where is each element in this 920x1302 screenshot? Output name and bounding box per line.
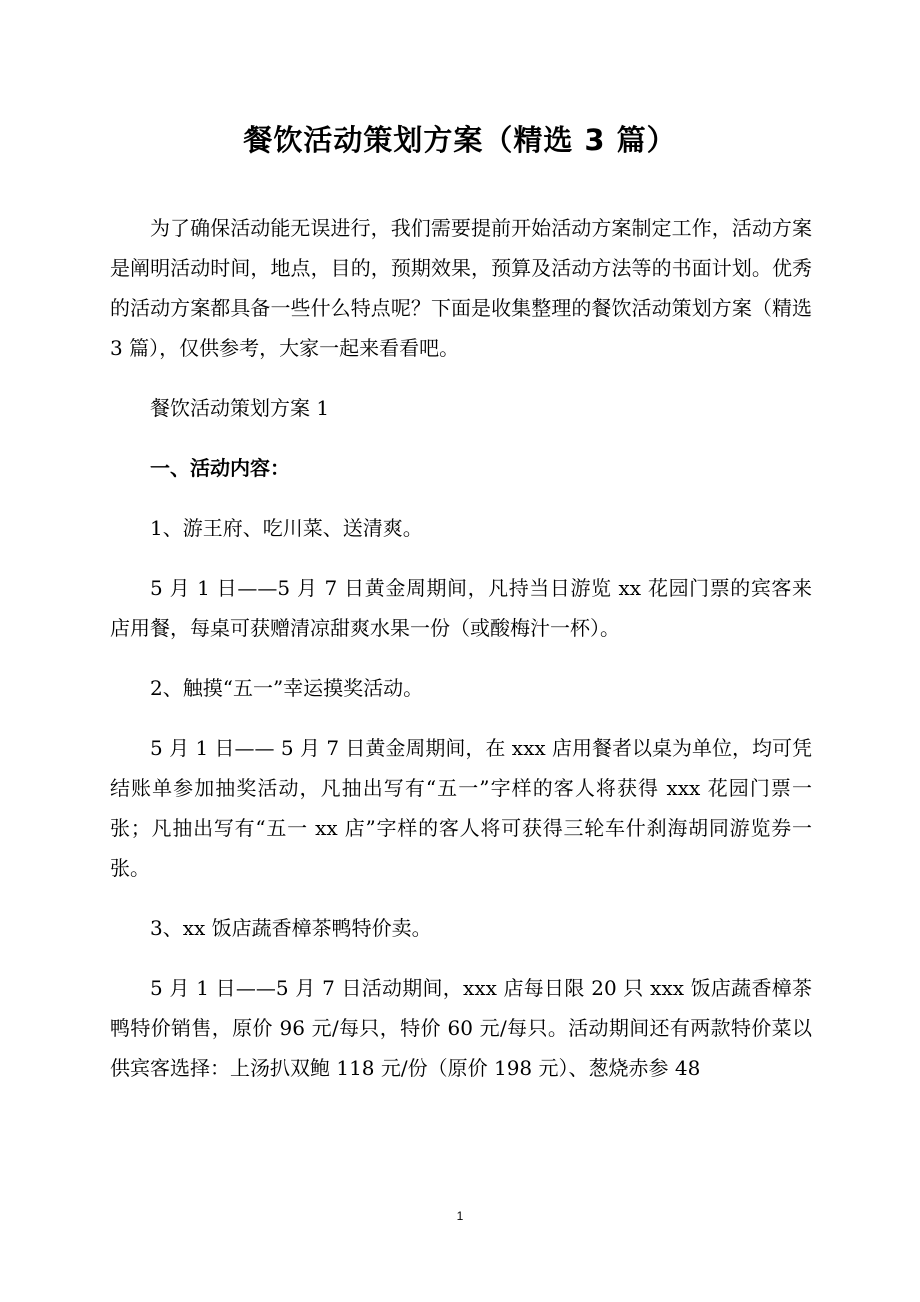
item-3-description: 5 月 1 日——5 月 7 日活动期间，xxx 店每日限 20 只 xxx 饭店蔬香樟茶鸭特价销售，原价 96 元/每只，特价 60 元/每只。活动期间还有两款特价菜以供宾客选择：上汤扒双鲍 118 元/份（原价 198 元）、葱烧赤参 48 <box>110 976 812 1080</box>
item-1-description: 5 月 1 日——5 月 7 日黄金周期间，凡持当日游览 xx 花园门票的宾客来店用餐，每桌可获赠清凉甜爽水果一份（或酸梅汁一杯）。 <box>110 576 812 640</box>
section-title-plan-1: 餐饮活动策划方案 1 <box>150 396 330 420</box>
page-number: 1 <box>456 1209 464 1223</box>
document-title: 餐饮活动策划方案（精选 3 篇） <box>243 123 677 157</box>
item-3-title: 3、xx 饭店蔬香樟茶鸭特价卖。 <box>150 916 432 940</box>
heading-activity-content: 一、活动内容： <box>150 456 290 480</box>
item-2-description: 5 月 1 日—— 5 月 7 日黄金周期间，在 xxx 店用餐者以桌为单位，均可凭结账单参加抽奖活动，凡抽出写有“五一”字样的客人将获得 xxx 花园门票一张；凡抽出写有“五一 xx 店”字样的客人将可获得三轮车什刹海胡同游览券一张。 <box>110 736 812 880</box>
document-body <box>110 208 812 1108</box>
intro-paragraph: 为了确保活动能无误进行，我们需要提前开始活动方案制定工作，活动方案是阐明活动时间，地点，目的，预期效果，预算及活动方法等的书面计划。优秀的活动方案都具备一些什么特点呢？下面是收集整理的餐饮活动策划方案（精选 3 篇），仅供参考，大家一起来看看吧。 <box>110 216 812 360</box>
item-1-title: 1、游王府、吃川菜、送清爽。 <box>150 516 423 540</box>
item-2-title: 2、触摸“五一”幸运摸奖活动。 <box>150 676 424 700</box>
